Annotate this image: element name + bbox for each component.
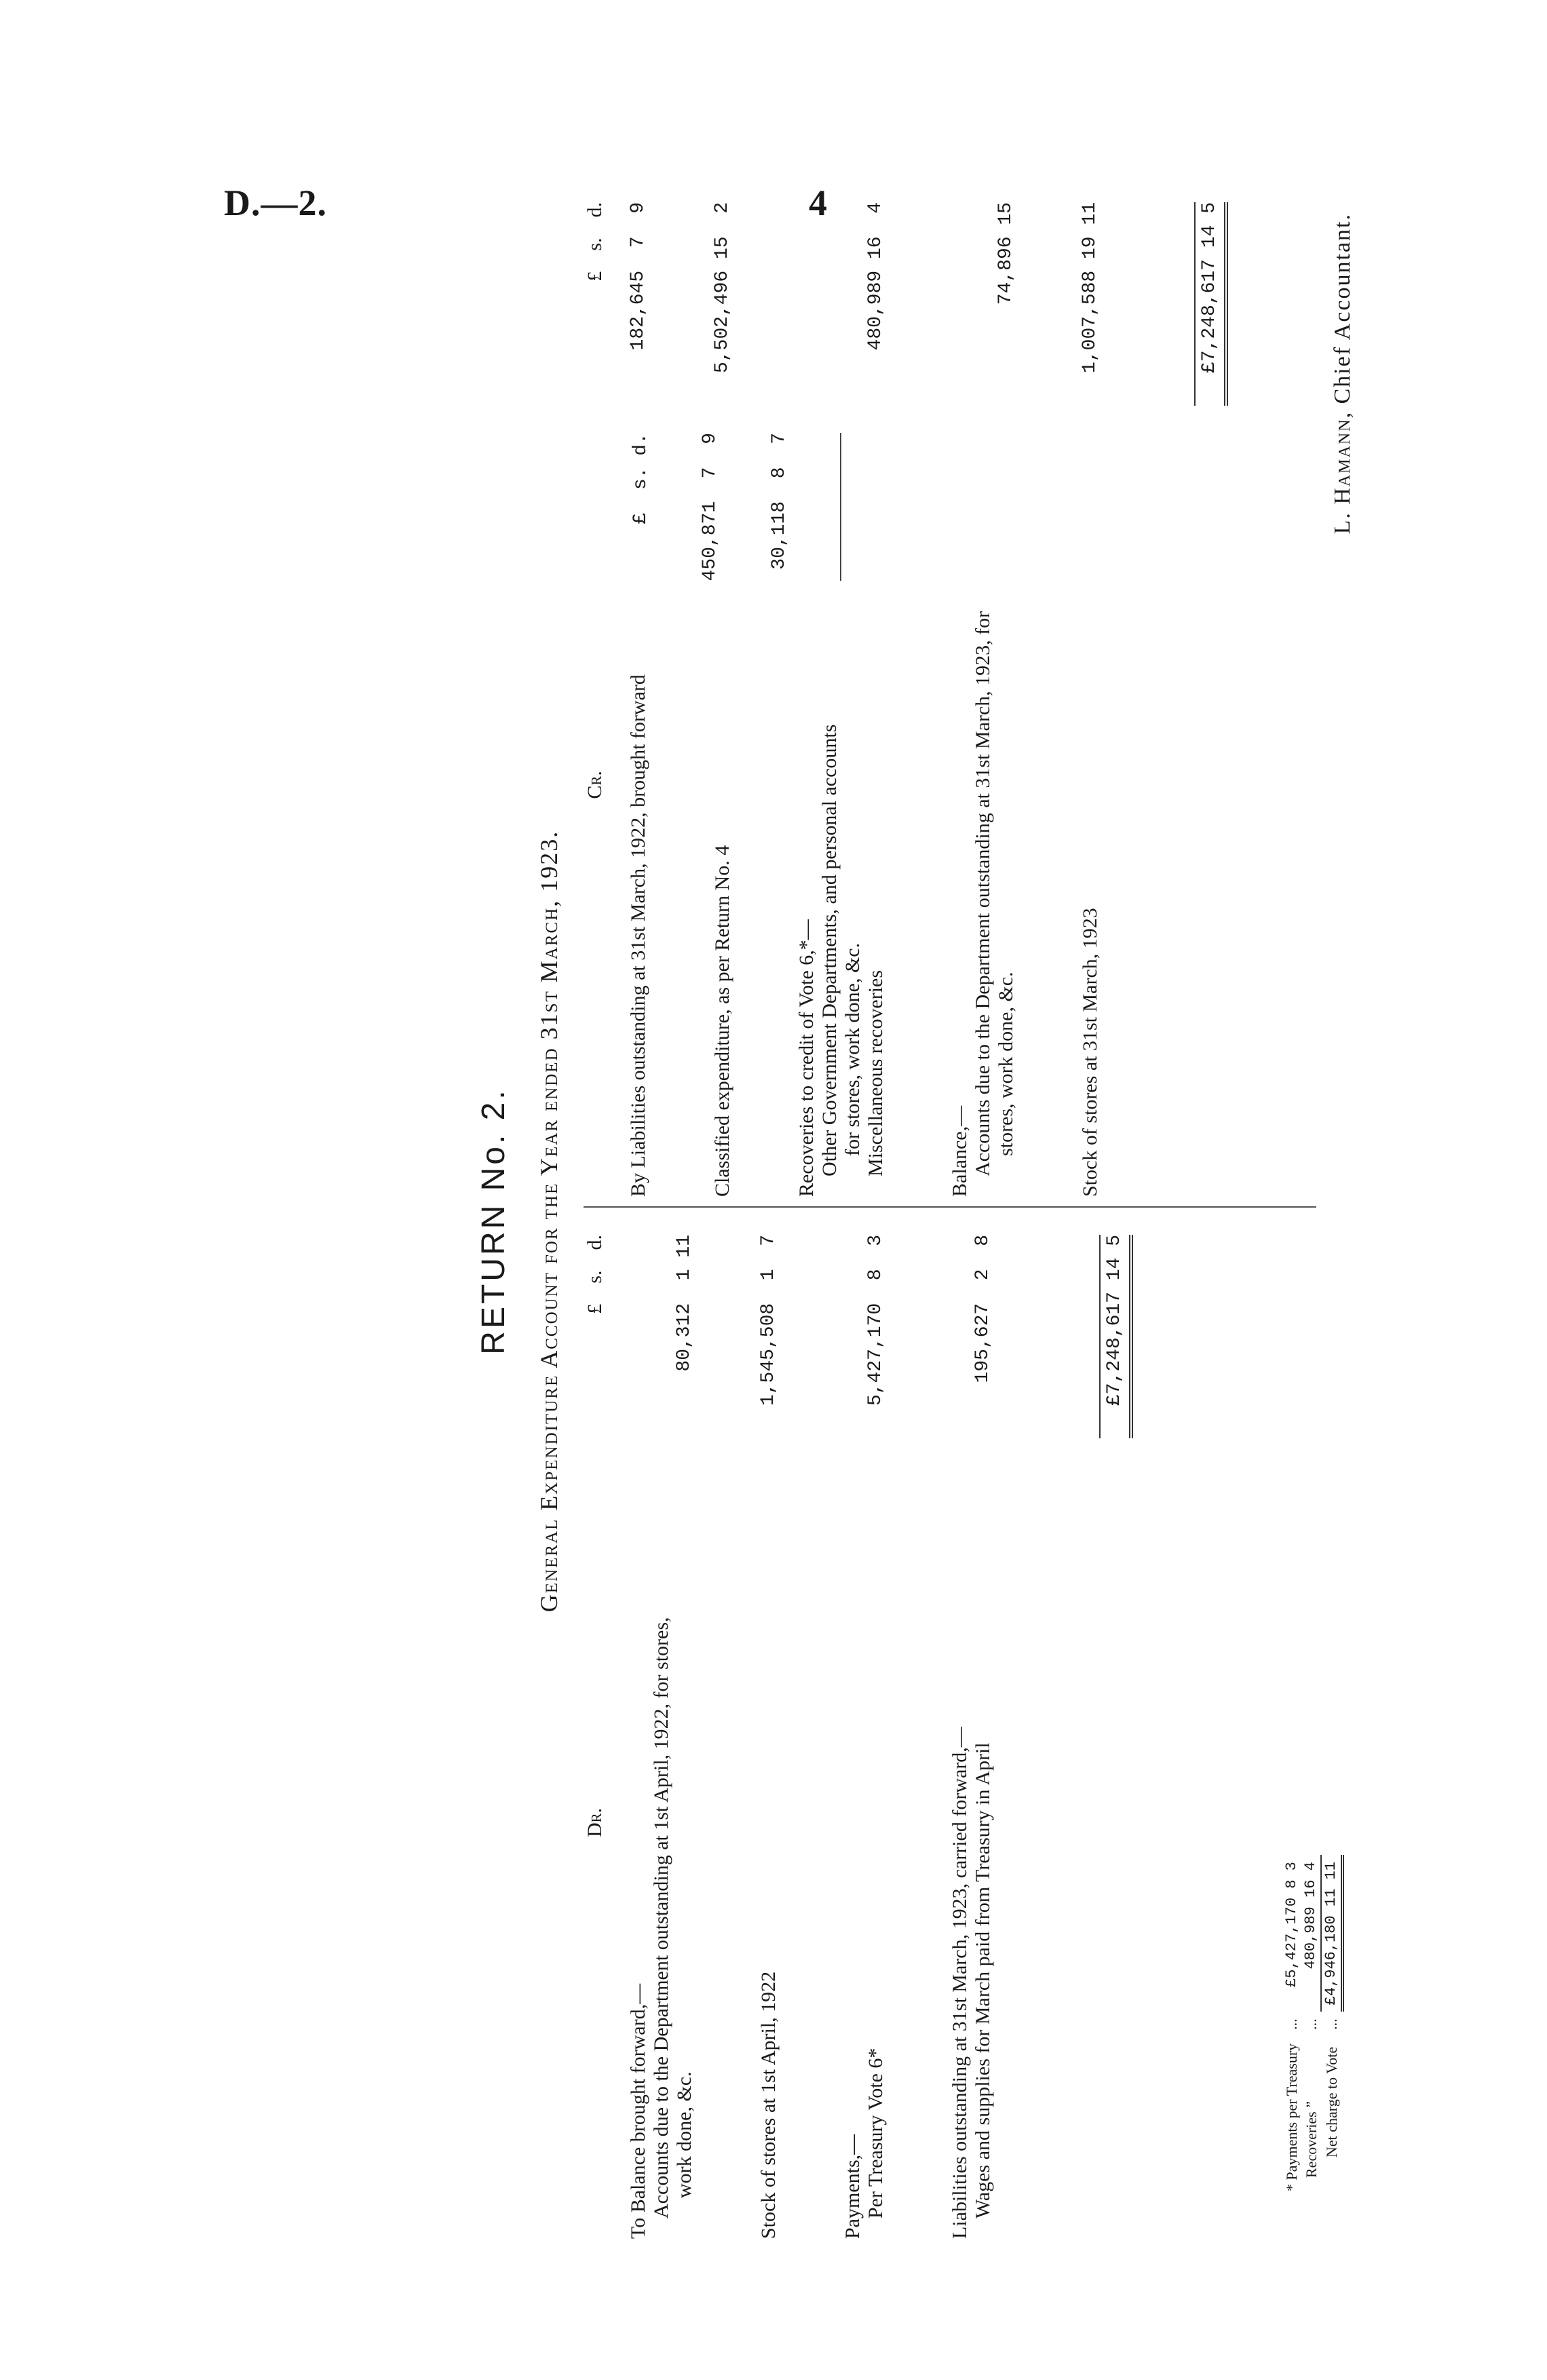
footnote-label: Net charge to Vote: [1322, 2046, 1340, 2157]
credit-header: [584, 202, 607, 1197]
pence-header: d.: [584, 1235, 606, 1250]
footnote-row: Recoveries ” ... 480,989 16 4: [1301, 1855, 1321, 2198]
credit-balance-heading: Balance,—: [949, 1105, 971, 1197]
account-title: General Expenditure Account for the Year ended 31st March, 1923.: [535, 830, 562, 1613]
footnote-amount: 480,989 16 4: [1302, 1862, 1319, 1970]
credit-recoveries-item1-cont: for stores, work done, &c.: [841, 942, 864, 1156]
credit-liabilities-amount: 182,645 7 9: [628, 202, 649, 351]
footnote-amount: £4,946,180 11 11: [1321, 1855, 1343, 2012]
credit-balance-item: Accounts due to the Department outstanding at 31st March, 1923, for: [972, 611, 994, 1176]
pounds-header: £: [584, 271, 606, 282]
credit-liabilities-row: [627, 202, 650, 1197]
signatory-title: Chief Accountant.: [1330, 213, 1355, 404]
debit-payments-item: Per Treasury Vote 6*: [864, 2048, 887, 2219]
credit-classified-row: [711, 202, 734, 1197]
footnote-row: Net charge to Vote ... £4,946,180 11 11: [1321, 1855, 1343, 2198]
debit-liabilities-heading: Liabilities outstanding at 31st March, 1923, carried forward,—: [949, 1727, 971, 2239]
credit-balance-item-cont: stores, work done, &c.: [995, 972, 1017, 1156]
debit-liabilities-row: [949, 1235, 995, 2239]
credit-stock-amount: 1,007,588 19 11: [1080, 202, 1101, 374]
credit-recoveries-item1: Other Government Departments, and personal accounts: [818, 724, 841, 1176]
debit-stock-row: [757, 1235, 780, 2239]
signature: [1330, 213, 1356, 1208]
debit-column-headers: [584, 1235, 607, 1438]
debit-payments-heading: Payments,—: [841, 2134, 864, 2239]
return-title: RETURN No. 2.: [476, 1088, 512, 1355]
subtotal-rule: [840, 433, 841, 581]
document-reference: D.—2.: [224, 183, 327, 223]
footnote-table: [1282, 1855, 1344, 2198]
footnote-amount: £5,427,170 8 3: [1283, 1862, 1300, 1987]
debit-total: £7,248,617 14 5: [1099, 1235, 1133, 1438]
pence-header: d.: [584, 202, 606, 218]
debit-side: [584, 1235, 1340, 2239]
credit-liabilities-label: By Liabilities outstanding at 31st March, 1922, brought forward: [627, 674, 649, 1197]
footnote-label: Recoveries ”: [1302, 2101, 1320, 2178]
debit-liabilities-item: Wages and supplies for March paid from Treasury in April: [972, 1742, 994, 2219]
debit-payments-row: [841, 1235, 887, 2239]
credit-recoveries-subamounts: [584, 433, 887, 581]
debit-balance-row: [627, 1235, 696, 2239]
page-number: 4: [809, 183, 827, 223]
debit-stock-amount: 1,545,508 1 7: [758, 1235, 779, 1406]
credit-recoveries-item2-amount: 30,118 8 7: [769, 433, 790, 570]
debit-stock-label: Stock of stores at 1st April, 1922: [757, 1971, 780, 2239]
shillings-header: s.: [584, 1270, 606, 1284]
credit-column-headers: [584, 202, 607, 406]
debit-balance-heading: To Balance brought forward,—: [627, 1983, 649, 2239]
credit-balance-amount: 74,896 15: [995, 202, 1016, 305]
debit-balance-item-cont: work done, &c.: [673, 2071, 695, 2198]
credit-classified-amount: 5,502,496 15 2: [712, 202, 733, 374]
footnote: [1282, 1855, 1344, 2198]
credit-recoveries-item2: Miscellaneous recoveries: [864, 970, 887, 1176]
credit-balance-row: [949, 202, 1018, 1197]
credit-classified-label: Classified expenditure, as per Return No. 4: [711, 845, 733, 1197]
footnote-row: * Payments per Treasury ... £5,427,170 8 3: [1282, 1855, 1301, 2198]
credit-side: [584, 202, 1316, 1208]
debit-heading: Dr.: [584, 1807, 606, 1837]
debit-header: [584, 1235, 607, 2239]
credit-recoveries-heading: Recoveries to credit of Vote 6,*—: [795, 919, 818, 1197]
credit-stock-row: [1079, 202, 1102, 1197]
sub-column-headers: £ s. d.: [630, 433, 651, 524]
credit-heading: Cr.: [584, 771, 606, 799]
debit-payments-amount: 5,427,170 8 3: [865, 1235, 886, 1406]
rotated-account-table: [448, 204, 1466, 2239]
credit-stock-label: Stock of stores at 31st March, 1923: [1079, 908, 1101, 1197]
shillings-header: s.: [584, 237, 606, 251]
debit-balance-amount: 80,312 1 11: [674, 1235, 695, 1372]
credit-recoveries-total: 480,989 16 4: [865, 202, 886, 351]
credit-recoveries-item1-amount: 450,871 7 9: [700, 433, 721, 581]
credit-total: £7,248,617 14 5: [1194, 202, 1228, 406]
debit-balance-item: Accounts due to the Department outstanding at 1st April, 1922, for stores,: [650, 1617, 672, 2219]
pounds-header: £: [584, 1303, 606, 1314]
signatory-name: L. Hamann,: [1330, 410, 1355, 535]
debit-liabilities-amount: 195,627 2 8: [972, 1235, 993, 1383]
footnote-label: * Payments per Treasury: [1283, 2043, 1300, 2191]
